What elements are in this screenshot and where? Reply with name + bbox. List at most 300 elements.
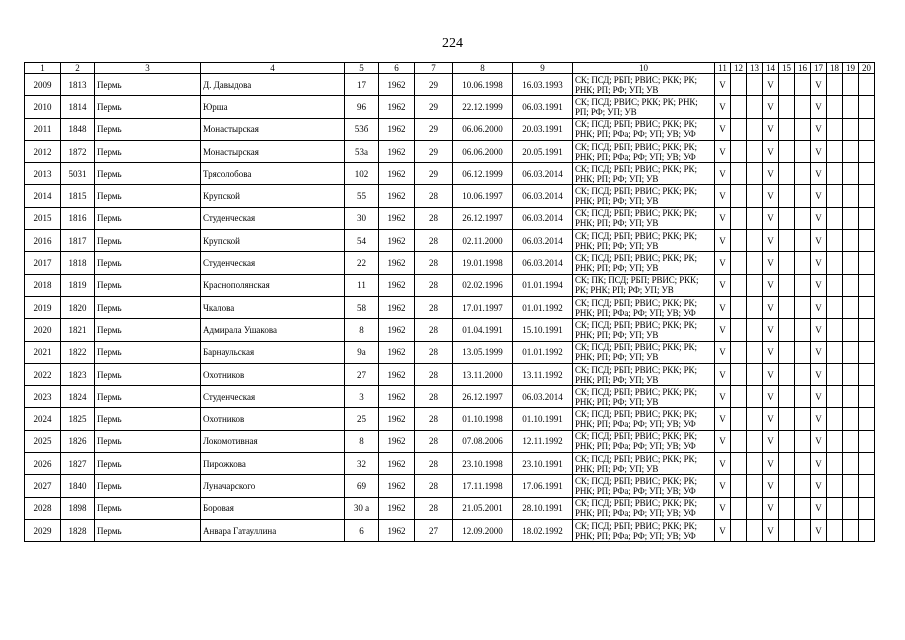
mark-col-13 xyxy=(747,230,763,252)
mark-col-14: V xyxy=(763,386,779,408)
mark-col-13 xyxy=(747,274,763,296)
mark-col-18 xyxy=(827,252,843,274)
mark-col-16 xyxy=(795,475,811,497)
record-number: 2009 xyxy=(25,74,61,96)
record-number: 2011 xyxy=(25,118,61,140)
mark-col-17: V xyxy=(811,519,827,541)
street: Чкалова xyxy=(201,296,345,318)
column-header-17: 17 xyxy=(811,63,827,74)
record-number: 2017 xyxy=(25,252,61,274)
mark-col-19 xyxy=(843,230,859,252)
object-id: 1848 xyxy=(61,118,95,140)
mark-col-20 xyxy=(859,319,875,341)
codes-list: СК; ПСД; РБП; РВИС; РКК; РК; РНК; РП; РФа; РФ; УП; УВ; УФ xyxy=(573,475,715,497)
mark-col-12 xyxy=(731,274,747,296)
mark-col-16 xyxy=(795,96,811,118)
city: Пермь xyxy=(95,453,201,475)
value-col-7: 28 xyxy=(415,207,453,229)
city: Пермь xyxy=(95,319,201,341)
codes-list: СК; ПСД; РБП; РВИС; РКК; РК; РНК; РП; РФ; УП; УВ xyxy=(573,453,715,475)
date-col-8: 17.11.1998 xyxy=(453,475,513,497)
mark-col-15 xyxy=(779,475,795,497)
column-header-19: 19 xyxy=(843,63,859,74)
value-col-7: 28 xyxy=(415,386,453,408)
mark-col-11: V xyxy=(715,118,731,140)
mark-col-16 xyxy=(795,363,811,385)
mark-col-18 xyxy=(827,519,843,541)
mark-col-13 xyxy=(747,74,763,96)
codes-list: СК; ПСД; РБП; РВИС; РКК; РК; РНК; РП; РФ; УП; УВ xyxy=(573,386,715,408)
house-number: 11 xyxy=(345,274,379,296)
mark-col-17: V xyxy=(811,475,827,497)
table-row xyxy=(25,453,875,475)
mark-col-18 xyxy=(827,319,843,341)
date-col-9: 20.03.1991 xyxy=(513,118,573,140)
date-col-8: 10.06.1997 xyxy=(453,185,513,207)
mark-col-14: V xyxy=(763,252,779,274)
mark-col-14: V xyxy=(763,363,779,385)
mark-col-20 xyxy=(859,207,875,229)
mark-col-11: V xyxy=(715,475,731,497)
mark-col-14: V xyxy=(763,140,779,162)
mark-col-16 xyxy=(795,207,811,229)
street: Охотников xyxy=(201,363,345,385)
mark-col-11: V xyxy=(715,296,731,318)
city: Пермь xyxy=(95,296,201,318)
street: Монастырская xyxy=(201,118,345,140)
mark-col-17: V xyxy=(811,296,827,318)
mark-col-15 xyxy=(779,296,795,318)
table-row xyxy=(25,430,875,452)
house-number: 96 xyxy=(345,96,379,118)
mark-col-20 xyxy=(859,118,875,140)
date-col-9: 01.01.1994 xyxy=(513,274,573,296)
house-number: 58 xyxy=(345,296,379,318)
codes-list: СК; ПСД; РБП; РВИС; РКК; РК; РНК; РП; РФ; УП; УВ xyxy=(573,230,715,252)
table-row xyxy=(25,319,875,341)
house-number: 9а xyxy=(345,341,379,363)
mark-col-15 xyxy=(779,341,795,363)
object-id: 1825 xyxy=(61,408,95,430)
mark-col-16 xyxy=(795,430,811,452)
value-col-7: 29 xyxy=(415,96,453,118)
street: Д. Давыдова xyxy=(201,74,345,96)
mark-col-14: V xyxy=(763,163,779,185)
mark-col-17: V xyxy=(811,341,827,363)
year-built: 1962 xyxy=(379,341,415,363)
mark-col-20 xyxy=(859,140,875,162)
registry-table xyxy=(24,62,875,542)
mark-col-17: V xyxy=(811,319,827,341)
column-header-16: 16 xyxy=(795,63,811,74)
mark-col-14: V xyxy=(763,408,779,430)
value-col-7: 28 xyxy=(415,296,453,318)
mark-col-15 xyxy=(779,519,795,541)
mark-col-16 xyxy=(795,252,811,274)
date-col-8: 06.12.1999 xyxy=(453,163,513,185)
record-number: 2029 xyxy=(25,519,61,541)
street: Студенческая xyxy=(201,252,345,274)
mark-col-17: V xyxy=(811,363,827,385)
table-row xyxy=(25,207,875,229)
mark-col-20 xyxy=(859,252,875,274)
mark-col-18 xyxy=(827,408,843,430)
codes-list: СК; ПСД; РБП; РВИС; РКК; РК; РНК; РП; РФ; УП; УВ xyxy=(573,341,715,363)
mark-col-17: V xyxy=(811,274,827,296)
codes-list: СК; ПСД; РБП; РВИС; РКК; РК; РНК; РП; РФ; УП; УВ xyxy=(573,319,715,341)
mark-col-14: V xyxy=(763,430,779,452)
date-col-8: 26.12.1997 xyxy=(453,386,513,408)
mark-col-20 xyxy=(859,274,875,296)
mark-col-19 xyxy=(843,296,859,318)
mark-col-17: V xyxy=(811,96,827,118)
mark-col-15 xyxy=(779,453,795,475)
object-id: 1872 xyxy=(61,140,95,162)
mark-col-16 xyxy=(795,519,811,541)
mark-col-12 xyxy=(731,341,747,363)
mark-col-19 xyxy=(843,386,859,408)
codes-list: СК; ПСД; РБП; РВИС; РКК; РК; РНК; РП; РФа; РФ; УП; УВ; УФ xyxy=(573,296,715,318)
mark-col-19 xyxy=(843,185,859,207)
mark-col-13 xyxy=(747,163,763,185)
record-number: 2010 xyxy=(25,96,61,118)
table-row xyxy=(25,386,875,408)
year-built: 1962 xyxy=(379,163,415,185)
mark-col-20 xyxy=(859,497,875,519)
mark-col-14: V xyxy=(763,453,779,475)
mark-col-15 xyxy=(779,163,795,185)
street: Крупской xyxy=(201,185,345,207)
date-col-8: 02.11.2000 xyxy=(453,230,513,252)
value-col-7: 28 xyxy=(415,252,453,274)
mark-col-16 xyxy=(795,296,811,318)
mark-col-19 xyxy=(843,96,859,118)
mark-col-18 xyxy=(827,118,843,140)
value-col-7: 27 xyxy=(415,519,453,541)
record-number: 2014 xyxy=(25,185,61,207)
mark-col-11: V xyxy=(715,207,731,229)
city: Пермь xyxy=(95,163,201,185)
codes-list: СК; ПСД; РБП; РВИС; РКК; РК; РНК; РП; РФ; УП; УВ xyxy=(573,185,715,207)
city: Пермь xyxy=(95,363,201,385)
mark-col-14: V xyxy=(763,274,779,296)
city: Пермь xyxy=(95,475,201,497)
column-header-7: 7 xyxy=(415,63,453,74)
mark-col-13 xyxy=(747,185,763,207)
mark-col-14: V xyxy=(763,185,779,207)
value-col-7: 28 xyxy=(415,363,453,385)
date-col-9: 16.03.1993 xyxy=(513,74,573,96)
record-number: 2020 xyxy=(25,319,61,341)
mark-col-11: V xyxy=(715,230,731,252)
mark-col-13 xyxy=(747,252,763,274)
mark-col-17: V xyxy=(811,252,827,274)
mark-col-12 xyxy=(731,96,747,118)
date-col-8: 26.12.1997 xyxy=(453,207,513,229)
value-col-7: 28 xyxy=(415,430,453,452)
mark-col-18 xyxy=(827,386,843,408)
date-col-9: 01.01.1992 xyxy=(513,341,573,363)
column-header-1: 1 xyxy=(25,63,61,74)
value-col-7: 28 xyxy=(415,230,453,252)
mark-col-19 xyxy=(843,118,859,140)
record-number: 2026 xyxy=(25,453,61,475)
street: Луначарского xyxy=(201,475,345,497)
mark-col-19 xyxy=(843,74,859,96)
value-col-7: 28 xyxy=(415,475,453,497)
mark-col-19 xyxy=(843,497,859,519)
mark-col-15 xyxy=(779,497,795,519)
object-id: 1817 xyxy=(61,230,95,252)
mark-col-13 xyxy=(747,497,763,519)
mark-col-15 xyxy=(779,430,795,452)
codes-list: СК; ПСД; РБП; РВИС; РКК; РК; РНК; РП; РФа; РФ; УП; УВ; УФ xyxy=(573,497,715,519)
table-row xyxy=(25,230,875,252)
mark-col-12 xyxy=(731,408,747,430)
mark-col-13 xyxy=(747,519,763,541)
mark-col-17: V xyxy=(811,118,827,140)
column-header-8: 8 xyxy=(453,63,513,74)
table-row xyxy=(25,185,875,207)
mark-col-16 xyxy=(795,163,811,185)
street: Барнаульская xyxy=(201,341,345,363)
column-header-15: 15 xyxy=(779,63,795,74)
mark-col-14: V xyxy=(763,118,779,140)
mark-col-12 xyxy=(731,319,747,341)
codes-list: СК; ПСД; РБП; РВИС; РКК; РК; РНК; РП; РФ; УП; УВ xyxy=(573,252,715,274)
column-header-6: 6 xyxy=(379,63,415,74)
table-row xyxy=(25,118,875,140)
mark-col-15 xyxy=(779,96,795,118)
house-number: 22 xyxy=(345,252,379,274)
mark-col-20 xyxy=(859,386,875,408)
street: Пирожкова xyxy=(201,453,345,475)
mark-col-12 xyxy=(731,430,747,452)
date-col-8: 06.06.2000 xyxy=(453,118,513,140)
mark-col-13 xyxy=(747,430,763,452)
column-header-4: 4 xyxy=(201,63,345,74)
mark-col-19 xyxy=(843,341,859,363)
mark-col-13 xyxy=(747,341,763,363)
codes-list: СК; ПСД; РБП; РВИС; РКК; РК; РНК; РП; РФа; РФ; УП; УВ; УФ xyxy=(573,519,715,541)
mark-col-11: V xyxy=(715,319,731,341)
mark-col-13 xyxy=(747,140,763,162)
date-col-9: 01.10.1991 xyxy=(513,408,573,430)
date-col-8: 01.04.1991 xyxy=(453,319,513,341)
table-row xyxy=(25,408,875,430)
mark-col-11: V xyxy=(715,363,731,385)
mark-col-17: V xyxy=(811,386,827,408)
mark-col-11: V xyxy=(715,252,731,274)
mark-col-15 xyxy=(779,274,795,296)
record-number: 2013 xyxy=(25,163,61,185)
mark-col-15 xyxy=(779,386,795,408)
mark-col-13 xyxy=(747,453,763,475)
mark-col-20 xyxy=(859,475,875,497)
value-col-7: 28 xyxy=(415,453,453,475)
mark-col-20 xyxy=(859,96,875,118)
house-number: 8 xyxy=(345,430,379,452)
mark-col-20 xyxy=(859,341,875,363)
mark-col-12 xyxy=(731,74,747,96)
mark-col-20 xyxy=(859,519,875,541)
object-id: 1827 xyxy=(61,453,95,475)
date-col-9: 06.03.2014 xyxy=(513,252,573,274)
mark-col-15 xyxy=(779,319,795,341)
street: Анвара Гатауллина xyxy=(201,519,345,541)
house-number: 55 xyxy=(345,185,379,207)
value-col-7: 29 xyxy=(415,140,453,162)
mark-col-13 xyxy=(747,386,763,408)
mark-col-11: V xyxy=(715,430,731,452)
record-number: 2022 xyxy=(25,363,61,385)
date-col-9: 06.03.2014 xyxy=(513,163,573,185)
mark-col-18 xyxy=(827,296,843,318)
year-built: 1962 xyxy=(379,252,415,274)
table-row xyxy=(25,140,875,162)
record-number: 2016 xyxy=(25,230,61,252)
date-col-8: 19.01.1998 xyxy=(453,252,513,274)
mark-col-12 xyxy=(731,296,747,318)
date-col-8: 01.10.1998 xyxy=(453,408,513,430)
mark-col-14: V xyxy=(763,319,779,341)
mark-col-18 xyxy=(827,430,843,452)
codes-list: СК; ПСД; РБП; РВИС; РКК; РК; РНК; РП; РФа; РФ; УП; УВ; УФ xyxy=(573,140,715,162)
mark-col-17: V xyxy=(811,74,827,96)
mark-col-20 xyxy=(859,453,875,475)
object-id: 5031 xyxy=(61,163,95,185)
object-id: 1818 xyxy=(61,252,95,274)
street: Студенческая xyxy=(201,386,345,408)
mark-col-14: V xyxy=(763,341,779,363)
house-number: 25 xyxy=(345,408,379,430)
city: Пермь xyxy=(95,519,201,541)
mark-col-11: V xyxy=(715,497,731,519)
mark-col-19 xyxy=(843,453,859,475)
object-id: 1819 xyxy=(61,274,95,296)
mark-col-20 xyxy=(859,363,875,385)
mark-col-12 xyxy=(731,163,747,185)
table-row xyxy=(25,74,875,96)
city: Пермь xyxy=(95,497,201,519)
mark-col-12 xyxy=(731,230,747,252)
mark-col-11: V xyxy=(715,74,731,96)
object-id: 1822 xyxy=(61,341,95,363)
street: Трясолобова xyxy=(201,163,345,185)
city: Пермь xyxy=(95,274,201,296)
year-built: 1962 xyxy=(379,118,415,140)
table-row xyxy=(25,475,875,497)
city: Пермь xyxy=(95,408,201,430)
mark-col-13 xyxy=(747,296,763,318)
city: Пермь xyxy=(95,207,201,229)
street: Монастырская xyxy=(201,140,345,162)
mark-col-16 xyxy=(795,386,811,408)
city: Пермь xyxy=(95,341,201,363)
mark-col-15 xyxy=(779,230,795,252)
date-col-8: 10.06.1998 xyxy=(453,74,513,96)
object-id: 1823 xyxy=(61,363,95,385)
mark-col-15 xyxy=(779,252,795,274)
mark-col-14: V xyxy=(763,296,779,318)
city: Пермь xyxy=(95,230,201,252)
mark-col-18 xyxy=(827,96,843,118)
table-row xyxy=(25,519,875,541)
mark-col-15 xyxy=(779,140,795,162)
street: Крупской xyxy=(201,230,345,252)
year-built: 1962 xyxy=(379,274,415,296)
house-number: 102 xyxy=(345,163,379,185)
house-number: 53а xyxy=(345,140,379,162)
mark-col-17: V xyxy=(811,207,827,229)
mark-col-16 xyxy=(795,274,811,296)
mark-col-16 xyxy=(795,453,811,475)
city: Пермь xyxy=(95,118,201,140)
year-built: 1962 xyxy=(379,453,415,475)
mark-col-19 xyxy=(843,163,859,185)
mark-col-18 xyxy=(827,475,843,497)
house-number: 54 xyxy=(345,230,379,252)
mark-col-20 xyxy=(859,296,875,318)
mark-col-15 xyxy=(779,118,795,140)
mark-col-12 xyxy=(731,453,747,475)
house-number: 53б xyxy=(345,118,379,140)
year-built: 1962 xyxy=(379,207,415,229)
date-col-8: 06.06.2000 xyxy=(453,140,513,162)
object-id: 1813 xyxy=(61,74,95,96)
mark-col-11: V xyxy=(715,185,731,207)
year-built: 1962 xyxy=(379,408,415,430)
date-col-9: 06.03.2014 xyxy=(513,386,573,408)
header-row xyxy=(25,63,875,74)
date-col-8: 02.02.1996 xyxy=(453,274,513,296)
object-id: 1826 xyxy=(61,430,95,452)
mark-col-17: V xyxy=(811,140,827,162)
mark-col-18 xyxy=(827,185,843,207)
object-id: 1828 xyxy=(61,519,95,541)
street: Студенческая xyxy=(201,207,345,229)
year-built: 1962 xyxy=(379,430,415,452)
mark-col-11: V xyxy=(715,453,731,475)
codes-list: СК; ПСД; РБП; РВИС; РКК; РК; РНК; РП; РФа; РФ; УП; УВ; УФ xyxy=(573,118,715,140)
house-number: 27 xyxy=(345,363,379,385)
table-row xyxy=(25,96,875,118)
mark-col-18 xyxy=(827,140,843,162)
mark-col-11: V xyxy=(715,140,731,162)
mark-col-15 xyxy=(779,185,795,207)
mark-col-15 xyxy=(779,408,795,430)
table-row xyxy=(25,163,875,185)
date-col-8: 21.05.2001 xyxy=(453,497,513,519)
date-col-9: 06.03.1991 xyxy=(513,96,573,118)
mark-col-17: V xyxy=(811,185,827,207)
mark-col-12 xyxy=(731,475,747,497)
mark-col-19 xyxy=(843,207,859,229)
mark-col-15 xyxy=(779,207,795,229)
date-col-9: 06.03.2014 xyxy=(513,230,573,252)
column-header-3: 3 xyxy=(95,63,201,74)
value-col-7: 28 xyxy=(415,497,453,519)
value-col-7: 28 xyxy=(415,274,453,296)
record-number: 2028 xyxy=(25,497,61,519)
mark-col-14: V xyxy=(763,74,779,96)
table-row xyxy=(25,363,875,385)
date-col-9: 23.10.1991 xyxy=(513,453,573,475)
table-row xyxy=(25,341,875,363)
date-col-9: 20.05.1991 xyxy=(513,140,573,162)
year-built: 1962 xyxy=(379,386,415,408)
column-header-14: 14 xyxy=(763,63,779,74)
